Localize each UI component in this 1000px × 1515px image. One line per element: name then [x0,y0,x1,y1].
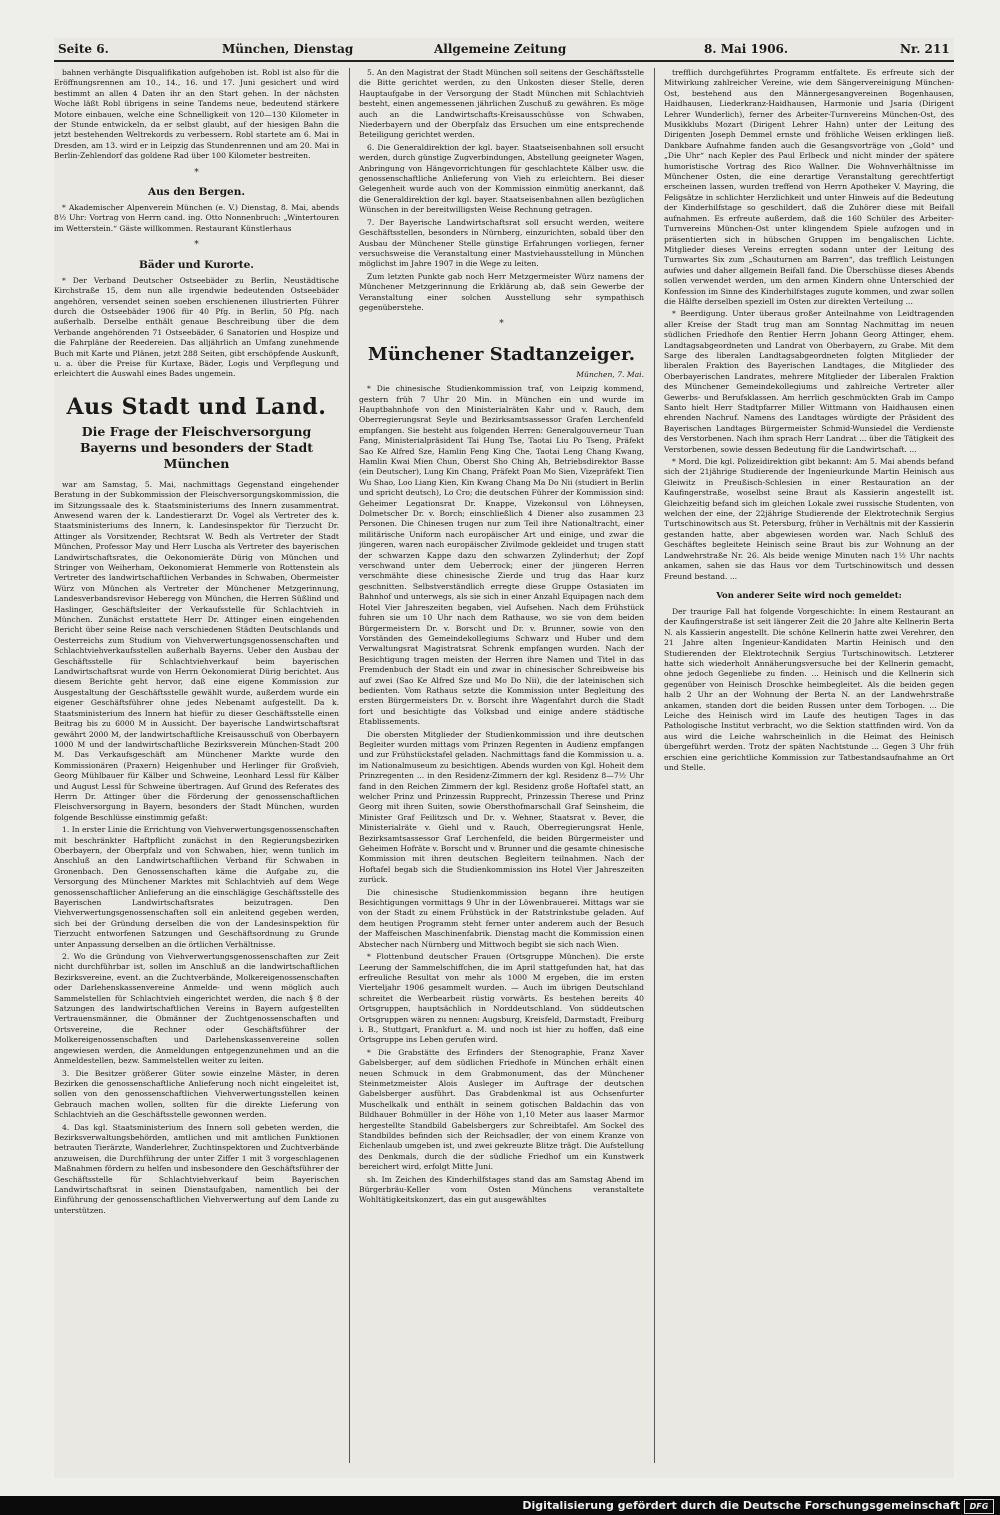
article-fleisch-para: 1. In erster Linie die Errichtung von Viehverwertungsgenossenschaften mit beschränkter Haftpflicht zunächst in den Regierungsbezirken Oberbayern, der Oberpfalz und von Schwaben, hier, wenn tunlich im Anschluß an den Landwirtschaftlichen Verband für Schwaben in Gronenbach. Den Genossenschaften käme die Aufgabe zu, die Versorgung des Münchener Marktes mit Schlachtvieh auf dem Wege genossenschaftlicher Anlieferung an die einschlägige Geschäftsstelle des Bayerischen Landwirtschaftsrates beizutragen. Den Viehverwertungsgenossenschaften soll ein anleitend gegeben werden, sich bei der Gründung derselben die von der Landesinspektion für Tierzucht entworfenen Satzungen und Geschäftsordnung zu Grunde unter Anpassung derselben an die örtlichen Verhältnisse. [54,825,339,949]
digitization-footer [0,1496,1000,1515]
article-kinderhilfstag: trefflich durchgeführtes Programm entfaltete. Es erfreute sich der Mitwirkung zahlreicher Vereine, wie dem Sängervereinigung München-Ost, bestehend aus den Männergesangvereinen Bogenhausen, Haidhausen, Liederkranz-Haidhausen, Harmonie und Jsaria (Dirigent Lehrer Wunderlich), ferner des Arbeiter-Turnvereins München-Ost, des Musikklubs Mozart (Dirigent Lehrer Hahn) unter der Leitung des Dirigenten Joseph Demmel ernste und fröhliche Weisen erklingen ließ. Dankbare Aufnahme fanden auch die Gesangsvorträge von „Gold“ und „Die Uhr“ nach Kepler des Paul Erlbeck und nicht minder der spätere humoristische Vortrag des Rico Wallner. Die Wohnverhältnisse im Münchener Osten, die eine derartige Veranstaltung gerechtfertigt erscheinen lassen, wurden treffend von Herrn Apotheker V. Mayring, die Feligsätze in schlichter Herzlichkeit und unter Hinweis auf die Bedeutung der Kinderhilfstage so geschildert, daß die Zuhörer diese mit Beifall aufnahmen. Es erfreute außerdem, daß die 160 Schüler des Arbeiter-Turnvereins München-Ost unter klingendem Spiele aufzogen und in präsentierten sich in hübschen Gruppen im bengalischen Lichte. Mitglieder dieses Vereins erregten sodann unter der Leitung des Turnwartes Six zum „Schauturnen am Barren“, das trefflich Leistungen aufwies und daher allgemein Beifall fand. Die Überschüsse dieses Abends sollen verwendet werden, um den armen Kindern ohne Unterschied der Konfession im Sinne des Kinderhilfstages zugute kommen, und zwar sollen die Hälfte derselben speziell im Osten zur direkten Verteilung ... [664,68,954,306]
article-fleisch-para: 6. Die Generaldirektion der kgl. bayer. Staatseisenbahnen soll ersucht werden, durch günstige Zugverbindungen, Abstellung geeigneter Wagen, Anbringung von Hängevorrichtungen für geschlachtete Kälber usw. die genossenschaftliche Anlieferung von Vieh zu erleichtern. Bei dieser Gelegenheit wurde auch von der Kommission einmütig anerkannt, daß die Generaldirektion der kgl. bayer. Staatseisenbahnen allen bezüglichen Wünschen in der bereitwilligsten Weise Rechnung getragen. [359,142,644,215]
section-heading-stadtanzeiger: Münchener Stadtanzeiger. [367,343,636,365]
column-3 [664,68,954,1468]
column-1 [54,68,339,1468]
article-fleisch-para: Zum letzten Punkte gab noch Herr Metzgermeister Würz namens der Münchener Metzgerinnung die Erklärung ab, daß sein Gewerbe der Veranstaltung einer solchen Ausstellung sehr sympathisch gegenüberstehe. [359,271,644,312]
article-chinese-commission: Die chinesische Studienkommission begann ihre heutigen Besichtigungen vormittags 9 Uhr in der Löwenbrauerei. Mittags war sie von der Stadt zu einem Frühstück in der Ratstrinkstube geladen. Auf dem heutigen Programm steht ferner unter anderem auch der Besuch der Maffeischen Maschinenfabrik. Dienstag macht die Kommission einen Abstecher nach Nürnberg und Mittwoch begibt sie sich nach Wien. [359,887,644,949]
header-issue-number: Nr. 211 [900,42,950,56]
article-gabelsberger: * Die Grabstätte des Erfinders der Stenographie, Franz Xaver Gabelsberger, auf dem südlichen Friedhofe in München erhält einen neuen Schmuck in dem Grabmonument, das der Münchener Steinmetzmeister Alois Ausleger im Auftrage der deutschen Gabelsberger ausführt. Das Grabdenkmal ist aus Ochsenfurter Muschelkalk und enthält in seinem gotischen Baldachin das von Bildhauer Bohmüller in der Höhe von 1,10 Meter aus laaser Marmor hergestellte Standbild Gabelsbergers zur Schreibtafel. Am Sockel des Standbildes befinden sich der Reichsadler, der von einem Kranze von Eichenlaub umgeben ist, und zwei gekreuzte Blitze trägt. Die Aufstellung des Denkmals, durch die der südliche Friedhof um ein Kunstwerk bereichert wird, erfolgt Mitte Juni. [359,1047,644,1172]
article-fleisch-para: 3. Die Besitzer größerer Güter sowie einzelne Mäster, in deren Bezirken die genossenschaftliche Anlieferung noch nicht eingeleitet ist, sollen von den genossenschaftlichen Viehverwertungsstellen keinen Gebrauch machen wollen, sollten für die direkte Lieferung von Schlachtvieh an die Geschäftsstelle gewonnen werden. [54,1068,339,1120]
article-robl: bahnen verhängte Disqualifikation aufgehoben ist. Robl ist also für die Eröffnungsrennen am 10., 14., 16. und 17. Juni gesichert und wird bestimmt an allen 4 Daten ihr an den Start gehen. In der nächsten Woche läßt Robl übrigens in seine Tandems neue, bedeutend stärkere Motore einbauen, welche eine Schnelligkeit von 120—130 Kilometer in der Stunde entwickeln, da er selbst glaubt, auf der hiesigen Bahn die jetzt bestehenden Weltrekords zu verbessern. Robl startete am 6. Mai in Dresden, am 13. wird er in Leipzig das Stundenrennen und am 20. Mai in Berlin-Zehlendorf das goldene Rad über 100 Kilometer bestreiten. [54,68,339,161]
article-mord-background: Der traurige Fall hat folgende Vorgeschichte: In einem Restaurant an der Kaufingerstraße ist seit längerer Zeit die 20 Jahre alte Kellnerin Berta N. als Kassierin angestellt. Die schöne Kellnerin hatte zwei Verehrer, den 21 Jahre alten Ingenieur-Kandidaten Martin Heinisch und den Studierenden der Elektrotechnik Sergius Turtschinowitsch. Letzterer hatte sich wiederholt Annäherungsversuche bei der Kellnerin gemacht, ohne jedoch Gegenliebe zu finden. ... Heinisch und die Kellnerin sich gegenüber von Heinisch Droschke heimbegleitet. Als die beiden gegen halb 2 Uhr an der Wohnung der Berta N. an der Landwehrstraße ankamen, standen dort die beiden Russen unter dem Torbogen. ... Die Leiche des Heinisch wird im Laufe des heutigen Tages in das Pathologische Institut verbracht, wo die Sektion stattfinden wird. Von da aus wird die Leiche wahrscheinlich in die Heimat des Heinisch übergeführt werden. Trotz der späten Nachtstunde ... Gegen 3 Uhr früh erschien eine gerichtliche Kommission zur Tatbestandsaufnahme an Ort und Stelle. [664,606,954,772]
header-page-number: Seite 6. [58,42,109,56]
section-heading-stadt-land: Aus Stadt und Land. [66,393,327,420]
subheading-further-report: Von anderer Seite wird noch gemeldet: [716,590,902,601]
article-chinese-commission: Die obersten Mitglieder der Studienkommission und ihre deutschen Begleiter wurden mittags vom Prinzen Regenten in Audienz empfangen und zur Frühstückstafel geladen. Nachmittags fand die Kommission u. a. im Nationalmuseum zu besichtigen. Abends wurden von Kgl. Hoheit dem Prinzregenten ... in den Residenz-Zimmern der kgl. Residenz 8—7½ Uhr fand in den Reichen Zimmern der kgl. Residenz große Hoftafel statt, an welcher Prinz und Prinzessin Rupprecht, Prinzessin Therese und Prinz Georg mit ihren Suiten, sowie Obersthofmarschall Graf Seinsheim, die Minister Graf Feilitzsch und Dr. v. Wehner, Staatsrat v. Bever, die Ministerialräte v. Giehl und v. Rauch, Oberregierungsrat Henle, Bezirksamtsassessor Graf Lerchenfeld, die beiden Bürgermeister und Geheimen Hofräte v. Borscht und v. Brunner und die gesamte chinesische Kommission mit ihren deutschen Begleitern teilnahmen. Nach der Hoftafel begab sich die Studienkommission ins Hotel Vier Jahreszeiten zurück. [359,729,644,885]
footer-credit: Digitalisierung gefördert durch die Deutsche Forschungsgemeinschaft [522,1499,960,1512]
separator-star: * [499,319,504,330]
article-fleisch-para: war am Samstag, 5. Mai, nachmittags Gegenstand eingehender Beratung in der Subkommission der Fleischversorgungskommission, die im Sitzungssaale des k. Staatsministeriums des Innern zusammentrat. Anwesend waren der k. Landestierarzt Dr. Vogel als Vertreter des k. Staatsministeriums des Innern, k. Landesinspektor für Tierzucht Dr. Attinger als Vorsitzender, Rechtsrat W. Bedh als Vertreter der Stadt München, Professor May und Herr Luscha als Vertreter des bayerischen Landwirtschaftsrates, die Oekonomieräte Dürig von München und Stringer von Weiherham, Oekonomierat Hemmerle von Rottenstein als Vertreter des landwirtschaftlichen Verbandes in Schwaben, Obermeister Würz von München als Vertreter der Münchener Metzgerinnung, Landesverbandsrevisor Heberegg von München, die Herren Süßlind und Haslinger, Geschäftsleiter der Verkaufsstelle für Schlachtvieh in München. Zunächst erstattete Herr Dr. Attinger einen eingehenden Bericht über seine Reise nach verschiedenen Städten Deutschlands und Oesterreichs zum Studium von Viehverwertungsgenossenschaften und Schlachtviehverkaufsstellen außerhalb Bayerns. Ueber den Ausbau der Geschäftsstelle für Schlachtviehverkauf beim bayerischen Landwirtschaftsrat wurde von Herrn Oekonomierat Dürig berichtet. Aus diesem Berichte geht hervor, daß eine eigene Kommission zur Ausgestaltung der Geschäftsstelle gewählt wurde, außerdem wurde ein eigener Geschäftsführer ohne jedes Nebenamt aufgestellt. Da k. Staatsministerium des Innern hat hiefür zu dieser Geschäftsstelle einen Beitrag bis zu 6000 M in Aussicht. Der bayerische Landwirtschaftsrat gewährt 2000 M, der landwirtschaftliche Kreisausschuß von Oberbayern 1000 M und der landwirtschaftliche Bezirksverein München-Stadt 200 M. Das Verkaufsgeschäft am Münchener Markte wurde den Kommissionären (Praxern) Heigenhuber und Herlinger für Großvieh, Georg Mühlbauer für Kälber und Schweine, Leonhard Lessl für Kälber und August Lessl für Schweine übertragen. Auf Grund des Referates des Herrn Dr. Attinger über die Förderung der genossenschaftlichen Fleischversorgung in Bayern, besonders der Stadt München, wurden folgende Beschlüsse einstimmig gefaßt: [54,479,339,822]
page-header [54,38,954,62]
column-2 [359,68,644,1468]
header-date: 8. Mai 1906. [704,42,789,56]
article-fleisch-para: 2. Wo die Gründung von Viehverwertungsgenossenschaften zur Zeit nicht durchführbar ist, sollen im Anschluß an die landwirtschaftlichen Bezirksvereine, event. an die Zuchtverbände, Molkereigenossenschaften oder Darlehenskassenvereine Anmelde- und wenn möglich auch Sammelstellen für Schlachtvieh eingerichtet werden, die nach § 8 der Satzungen des landwirtschaftlichen Vereins in Bayern aufgestellten Vertrauensmänner, die Obmänner der Zuchtgenossenschaften und Ortsvereine, die Rechner oder Geschäftsführer der Molkereigenossenschaften und Darlehenskassenvereine sollen angewiesen werden, die Anmeldungen entgegenzunehmen und an die Anmeldestellen, bezw. Sammelstellen weiter zu leiten. [54,952,339,1066]
dfg-logo-icon: DFG [964,1499,994,1514]
article-ostseebaeder: * Der Verband Deutscher Ostseebäder zu Berlin, Neustädtische Kirchstraße 15, dem nun alle irgendwie bedeutenden Ostseebäder angehören, versendet seinen soeben erschienenen illustrierten Führer durch die Ostseebäder 1906 für 40 Pfg. in Berlin, 50 Pfg. nach außerhalb. Derselbe enthält genaue Beschreibung über die dem Verbande angehörenden 71 Ostseebäder, 6 Sanatorien und Hospize und die Fahrpläne der Reedereien. Das alljährlich an Umfang zunehmende Buch mit Karte und Plänen, jetzt 288 Seiten, gibt erschöpfende Auskunft, u. a. über die Preise für Kurtaxe, Bäder, Logis und Verpflegung und erleichtert die Auswahl eines Bades ungemein. [54,275,339,379]
article-flottenbund: * Flottenbund deutscher Frauen (Ortsgruppe München). Die erste Leerung der Sammelschiffchen, die im April stattgefunden hat, hat das erfreuliche Resultat von mehr als 1000 M ergeben, die im ersten Vierteljahr 1906 gesammelt wurden. — Auch im übrigen Deutschland schreitet die Werbearbeit rüstig vorwärts. Es bestehen bereits 40 Ortsgruppen, hauptsächlich in Norddeutschland. Von süddeutschen Ortsgruppen wären zu nennen: Augsburg, Kreisfeld, Darmstadt, Freiburg i. B., Stuttgart, Frankfurt a. M. und noch ist hier zu hoffen, daß eine Ortsgruppe ins Leben gerufen wird. [359,952,644,1045]
section-heading-berge: Aus den Bergen. [147,186,246,199]
header-place-day: München, Dienstag [222,42,354,56]
article-heading-fleischversorgung: Die Frage der Fleischversorgung Bayerns und besonders der Stadt München [79,423,314,471]
column-rule-2 [654,68,655,1463]
article-kinderhilfstag: sh. Im Zeichen des Kinderhilfstages stand das am Samstag Abend im Bürgerbräu-Keller vom Osten Münchens veranstaltete Wohltätigkeitskonzert, das ein gut ausgewähltes [359,1174,644,1205]
separator-star: * [194,167,199,178]
article-chinese-commission: * Die chinesische Studienkommission traf, von Leipzig kommend, gestern früh 7 Uhr 20 Min. in München ein und wurde im Hauptbahnhofe von den Ministerialräten Kahr und v. Rauch, dem Oberregierungsrat Seyle und Bezirksamtsassessor Grafen Lerchenfeld empfangen. Sie besteht aus folgenden Herren: Generalgouverneur Tuan Fang, Ministerialpräsident Tai Hung Tse, Taotai Liu Po Tseng, Präfekt Sao Ke Alfred Sze, Hamlin Feng King Che, Taotai Leng Chang Kwang, Hamlin Kwai Mien Chun, Oberst Sho Ching Ah, Betriebsdirektor Basse (ein Deutscher), Lung Kin Chang, Präfekt Poan Mo Sien, Vizepräfekt Tien Wu Shao, Loo Liang Kien, Kin Kwang Chang Ma Do Nii (studiert in Berlin und spricht deutsch), Lo Cro; die deutschen Führer der Kommission sind: Geheimer Legationsrat Dr. Knappe, Vizekonsul von Löhneysen, Dolmetscher Dr. v. Borch; einschließlich 4 Diener also zusammen 23 Personen. Die Chinesen trugen nur zum Teil ihre Nationaltracht, einer militärische Uniform nach europäischer Art und einige, und zwar die jüngeren, waren nach europäischer Zivilmode gekleidet und trugen statt der schwarzen Kappe dazu den schwarzen Zylinderhut; der Zopf verschwand unter dem Ueberrock; einer der jüngeren Herren verschmähte diese chinesische Zierde und trug das Haar kurz geschnitten. Selbstverständlich erregte diese Gruppe Ostasiaten im Bahnhof und unterwegs, als sie sich in einer Anzahl Equipagen nach dem Hotel Vier Jahreszeiten begaben, viel Aufsehen. Nach dem Frühstück fuhren sie um 10 Uhr nach dem Rathause, wo sie von dem beiden Bürgermeistern Dr. v. Borscht und Dr. v. Brunner, sowie von den Vorständen des Gemeindekollegiums Schwarz und Huber und dem Verwaltungsrat Magistratsrat Schrenk empfangen wurden. Nach der Besichtigung tragen meisten der Herren ihre Namen und Titel in das Fremdenbuch der Stadt ein und zwar in chinesischer Schreibweise bis auf zwei (Sao Ke Alfred Sze und Mo Do Nii), die der lateinischen sich bedienten. Vom Rathaus setzte die Kommission unter Begleitung des ersten Bürgermeisters Dr. v. Borscht ihre Wagenfahrt durch die Stadt fort und besichtigte das Volksbad und einige andere städtische Etablissements. [359,384,644,727]
separator-star: * [194,240,199,251]
dateline: München, 7. Mai. [576,369,644,379]
article-alpenverein: * Akademischer Alpenverein München (e. V.) Dienstag, 8. Mai, abends 8½ Uhr: Vortrag von Herrn cand. ing. Otto Nonnenbruch: „Wintertouren im Wetterstein.“ Gäste willkommen. Restaurant Künstlerhaus [54,203,339,233]
article-fleisch-para: 7. Der Bayerische Landwirtschaftsrat soll ersucht werden, weitere Geschäftsstellen, besonders in Nürnberg, einzurichten, sobald über den Ausbau der Münchener Stelle günstige Erfahrungen vorliegen, ferner versuchsweise die Veranstaltung einer Mastviehausstellung in München möglichst im Jahre 1907 in die Wege zu leiten. [359,217,644,269]
header-paper-title: Allgemeine Zeitung [434,42,567,56]
article-beerdigung: * Beerdigung. Unter überaus großer Anteilnahme von Leidtragenden aller Kreise der Stadt trug man am Sonntag Nachmittag im neuen südlichen Friedhofe den Rentier Herrn Johann Georg Attinger, ehem. Landtagsabgeordneten und Landrat von Oberbayern, zu Grabe. Mit dem Sarge des liberalen Landtagsabgeordneten folgten Mitglieder der liberalen Fraktion des Bayerischen Landtages, die Mitglieder des Oberbayerischen Landrates, mehrere Mitglieder der Liberalen Fraktion des Münchener Gemeindekollegiums und zahlreiche Vertreter aller Gewerbs- und Berufsklassen. Am herrlich geschmückten Grab im Campo Santo hielt Herr Stadtpfarrer Miller Wittmann von Haidhausen einen ehrenden Nachruf. Namens des Landtages würdigte der Präsident des Bayerischen Landtages Bürgermeister Schmid-Wunsiedel die Verdienste des Verstorbenen. Nach ihm sprach Herr Landrat ... über die Tätigkeit des Verstorbenen, sowie dessen Bedeutung für die Landwirtschaft. ... [664,309,954,454]
column-rule-1 [349,68,350,1463]
newspaper-page [54,38,954,1478]
section-heading-baeder: Bäder und Kurorte. [139,258,254,271]
article-fleisch-para: 4. Das kgl. Staatsministerium des Innern soll gebeten werden, die Bezirksverwaltungsbehörden, amtlichen und mit amtlichen Funktionen betrauten Tierärzte, Wanderlehrer, Zuchtinspektoren und Zuchtverbände anzuweisen, die Durchführung der unter Ziffer 1 mit 3 vorgeschlagenen Maßnahmen fördern zu helfen und insbesondere den Geschäftsführer der Geschäftsstelle für Schlachtviehverkauf beim Bayerischen Landwirtschaftsrat in seinen Dienstaufgaben, namentlich bei der Einführung der genossenschaftlichen Viehverwertung auf dem Lande zu unterstützen. [54,1122,339,1215]
article-fleisch-para: 5. An den Magistrat der Stadt München soll seitens der Geschäftsstelle die Bitte gerichtet werden, zu den Unkosten dieser Stelle, deren Hauptaufgabe in der Versorgung der Stadt München mit Schlachtvieh besteht, einen angemessenen jährlichen Zuschuß zu gewähren. Es möge auch an die Landwirtschafts-Kreisausschüsse von Schwaben, Niederbayern und der Oberpfalz das Ersuchen um eine entsprechende Beteiligung gerichtet werden. [359,68,644,140]
article-mord: * Mord. Die kgl. Polizeidirektion gibt bekannt: Am 5. Mai abends befand sich der 21jährige Studierende der Ingenieurkunde Martin Heinisch aus Gleiwitz in Preußisch-Schlesien in einer Restauration an der Kaufingerstraße, woselbst seine Braut als Kassierin angestellt ist. Gleichzeitig befand sich im gleichen Lokale zwei russische Studenten, von welchen der eine, der 22jährige Studierende der Elektrotechnik Sergius Turtschinowitsch aus St. Petersburg, früher in Verhältnis mit der Kassierin gestanden hatte, aber abgewiesen worden war. Nach Schluß des Geschäftes begleitete Heinisch seine Braut bis zur Wohnung an der Landwehrstraße Nr. 26. Als beide wenige Minuten nach 1½ Uhr nachts ankamen, sahen sie das Haus vor dem Turtschinowitsch und dessen Freund bestand. ... [664,457,954,581]
